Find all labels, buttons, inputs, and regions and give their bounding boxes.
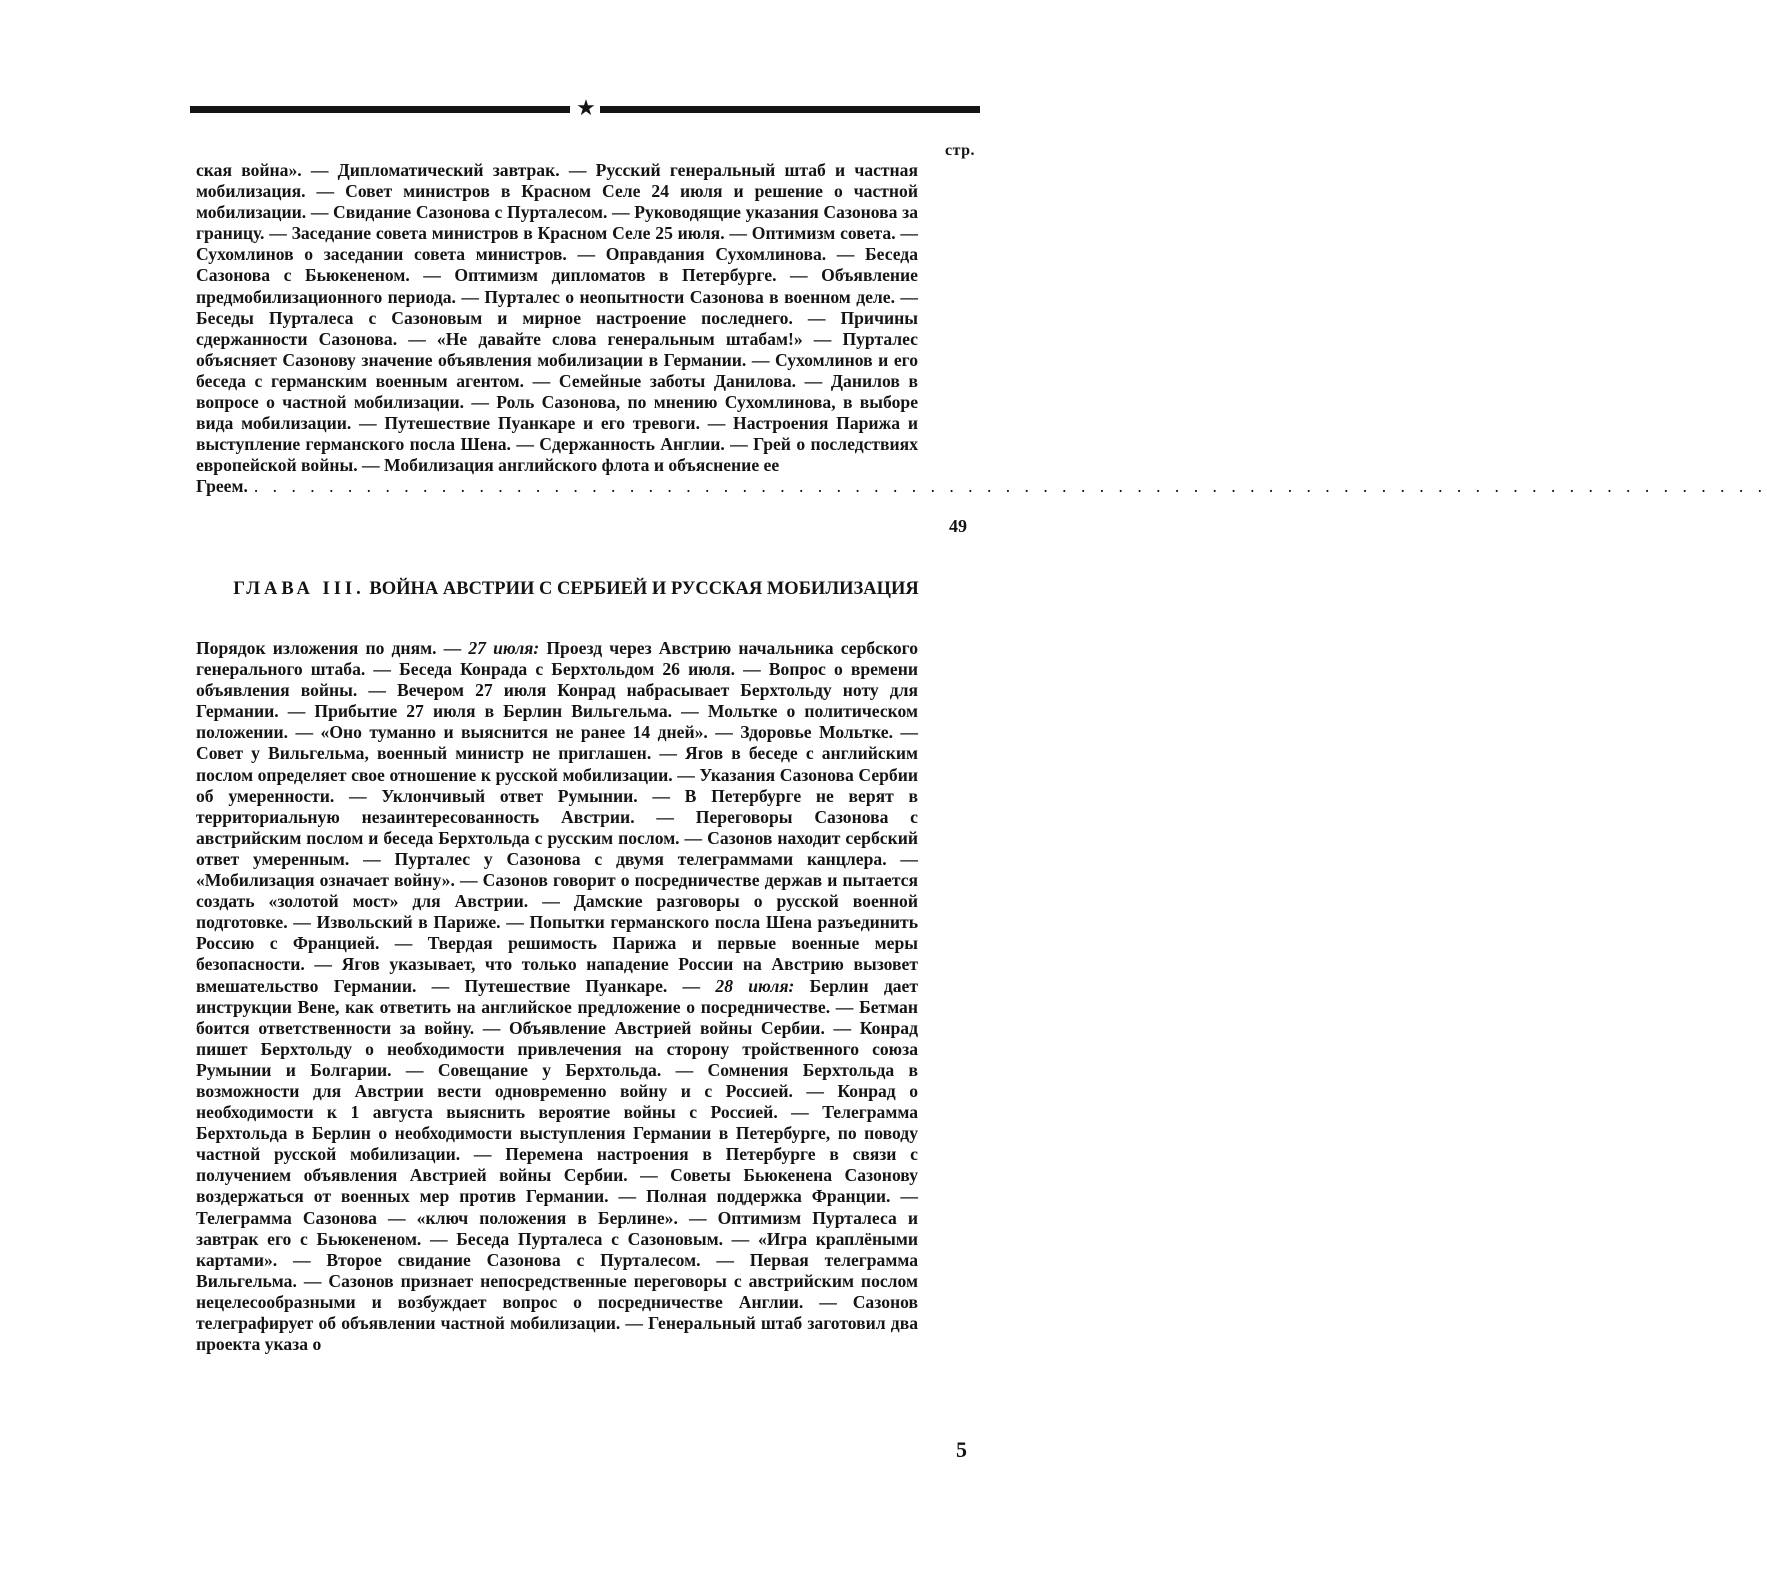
toc-entry-leader-line: [196, 476, 1767, 497]
toc-entry-continued: [196, 160, 1767, 498]
page-column-label: стр.: [945, 142, 976, 159]
dot-leader: . . . . . . . . . . . . . . . . . . . . . . . . . . . . . . . . . . . . . . . . . . . . . . . . . . . . . . . . . . . . . . . . . . . . . . . . . . . . . . . . .: [253, 476, 1767, 497]
toc-entry-text: ская война». — Дипломатический завтрак. — Русский генеральный штаб и частная мобилизация. — Совет министров в Красном Селе 24 июля и решение о частной мобилизации. — Свидание Сазонова с Пурталесом. — Руководящие указания Сазонова за границу. — Заседание совета министров в Красном Селе 25 июля. — Оптимизм совета. — Сухомлинов о заседании совета министров. — Оправдания Сухомлинова. — Беседа Сазонова с Бьюкененом. — Оптимизм дипломатов в Петербурге. — Объявление предмобилизационного периода. — Пурталес о неопытности Сазонова в военном деле. — Беседы Пурталеса с Сазоновым и мирное настроение последнего. — Причины сдержанности Сазонова. — «Не давайте слова генеральным штабам!» — Пурталес объясняет Сазонову значение объявления мобилизации в Германии. — Сухомлинов и его беседа с германским военным агентом. — Семейные заботы Данилова. — Данилов в вопросе о частной мобилизации. — Роль Сазонова, по мнению Сухомлинова, в выборе вида мобилизации. — Путешествие Пуанкаре и его тревоги. — Настроения Парижа и выступление германского посла Шена. — Сдержанность Англии. — Грей о последствиях европейской войны. — Мобилизация английского флота и объяснение ее: [196, 160, 918, 476]
page-number: 5: [956, 1437, 967, 1462]
star-icon: ★: [576, 96, 596, 121]
chapter3-text-part2: Проезд через Австрию начальника сербского генерального штаба. — Беседа Конрада с Берхтольдом 26 июля. — Вопрос о времени объявления войны. — Вечером 27 июля Конрад набрасывает Берхтольду ноту для Германии. — Прибытие 27 июля в Берлин Вильгельма. — Мольтке о политическом положении. — «Оно туманно и выяснится не ранее 14 дней». — Здоровье Мольтке. — Совет у Вильгельма, военный министр не приглашен. — Ягов в беседе с английским послом определяет свое отношение к русской мобилизации. — Указания Сазонова Сербии об умеренности. — Уклончивый ответ Румынии. — В Петербурге не верят в территориальную незаинтересованность Австрии. — Переговоры Сазонова с австрийским послом и беседа Берхтольда с русским послом. — Сазонов находит сербский ответ умеренным. — Пурталес у Сазонова с двумя телеграммами канцлера. — «Мобилизация означает войну». — Сазонов говорит о посредничестве держав и пытается создать «золотой мост» для Австрии. — Дамские разговоры о русской военной подготовке. — Извольский в Париже. — Попытки германского посла Шена разъединить Россию с Францией. — Твердая решимость Парижа и первые военные меры безопасности. — Ягов указывает, что только нападение России на Австрию вызовет вмешательство Германии. — Путешествие Пуанкаре. —: [196, 638, 919, 996]
chapter3-date-2: 28 июля:: [715, 975, 795, 996]
top-decorative-rule: [190, 96, 980, 121]
chapter-label: ГЛАВА III.: [233, 579, 365, 599]
chapter-heading: [196, 578, 956, 601]
toc-entry-page-ref: 49: [949, 516, 967, 536]
rule-bar-right: [600, 106, 980, 113]
chapter3-text-part1: Порядок изложения по дням. —: [196, 638, 469, 658]
toc-entry-last-word: Греем.: [196, 476, 248, 497]
chapter3-date-1: 27 июля:: [468, 638, 540, 658]
rule-bar-left: [190, 106, 570, 113]
chapter3-text-part3: Берлин дает инструкции Вене, как ответить на английское предложение о посредничестве. — Бетман боится ответственности за войну. — Объявление Австрией войны Сербии. — Конрад пишет Берхтольду о необходимости привлечения на сторону тройственного союза Румынии и Болгарии. — Совещание у Берхтольда. — Сомнения Берхтольда в возможности для Австрии вести одновременно войну и с Россией. — Конрад о необходимости к 1 августа выяснить вероятие войны с Россией. — Телеграмма Берхтольда в Берлин о необходимости выступления Германии в Петербурге, по поводу частной русской мобилизации. — Перемена настроения в Петербурге в связи с получением объявления Австрией войны Сербии. — Советы Бьюкенена Сазонову воздержаться от военных мер против Германии. — Полная поддержка Франции. — Телеграмма Сазонова — «ключ положения в Берлине». — Оптимизм Пурталеса и завтрак его с Бьюкененом. — Беседа Пурталеса с Сазоновым. — «Игра краплёными картами». — Второе свидание Сазонова с Пурталесом. — Первая телеграмма Вильгельма. — Сазонов признает непосредственные переговоры с австрийским послом нецелесообразными и возбуждает вопрос о посредничестве Англии. — Сазонов телеграфирует об объявлении частной мобилизации. — Генеральный штаб заготовил два проекта указа о: [196, 975, 918, 1355]
chapter-title-text: ВОЙНА АВСТРИИ С СЕРБИЕЙ И РУССКАЯ МОБИЛИЗАЦИЯ: [369, 579, 919, 599]
toc-entry-chapter3: [196, 638, 918, 1355]
